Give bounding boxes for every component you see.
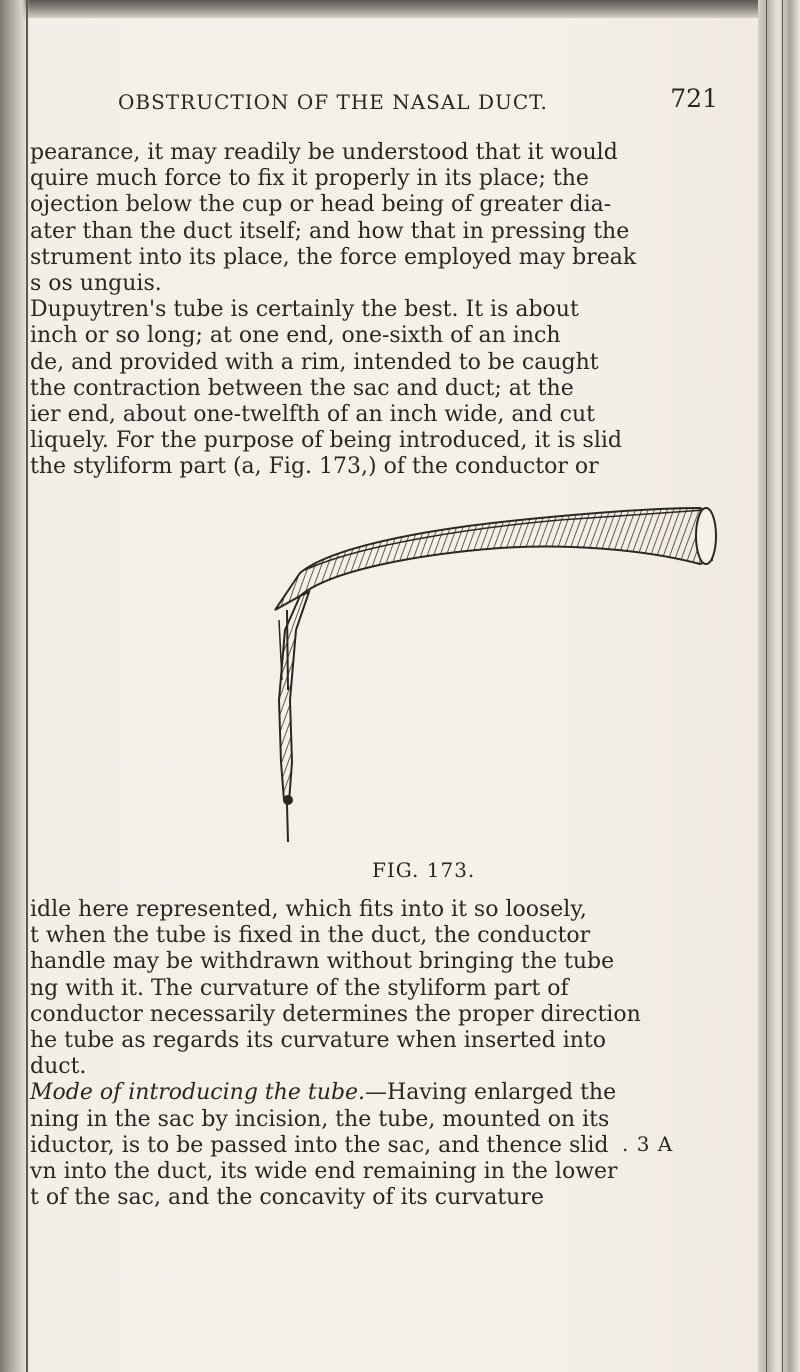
text-line: handle may be withdrawn without bringing the tube [30, 949, 615, 975]
text-line: ning in the sac by incision, the tube, mounted on its [30, 1106, 610, 1132]
text-line: de, and provided with a rim, intended to be caught [30, 349, 599, 375]
text-line: ater than the duct itself; and how that in pressing the [30, 218, 630, 244]
text-line: ier end, about one-twelfth of an inch wide, and cut [30, 402, 596, 428]
text-line: conductor necessarily determines the proper direction [30, 1001, 641, 1027]
text-line: vn into the duct, its wide end remaining in the lower [30, 1159, 618, 1185]
text-line: pearance, it may readily be understood that it would [30, 140, 618, 165]
conductor-handle [275, 508, 716, 610]
text-line: duct. [30, 1054, 87, 1080]
top-page-edge [0, 0, 800, 18]
text-line: the contraction between the sac and duct; at the [30, 375, 574, 401]
figure-173 [0, 500, 800, 860]
text-line: inch or so long; at one end, one-sixth of an inch [30, 323, 561, 349]
figure-caption-text: FIG. 173. [372, 858, 476, 882]
text-line: ng with it. The curvature of the styliform part of [30, 975, 569, 1001]
running-header [118, 84, 718, 120]
signature-mark: . 3 A [622, 1132, 674, 1156]
figure-caption [372, 858, 475, 882]
text-line: idle here represented, which fits into it so loosely, [30, 897, 587, 922]
section-heading: Mode of introducing the tube. [30, 1080, 366, 1106]
conductor-illustration [0, 500, 800, 860]
text-line: liquely. For the purpose of being introduced, it is slid [30, 428, 622, 454]
conductor-styliform-stem [279, 592, 309, 842]
text-line: ojection below the cup or head being of greater dia- [30, 192, 612, 218]
top-paragraph [30, 140, 740, 481]
text-line: Dupuytren's tube is certainly the best. It is about [30, 297, 579, 323]
bottom-paragraph [30, 897, 740, 1211]
text-line: s os unguis. [30, 271, 162, 297]
text-line: quire much force to fix it properly in its place; the [30, 166, 589, 192]
text-line: strument into its place, the force employed may break [30, 244, 637, 270]
text-line: iductor, is to be passed into the sac, and thence slid [30, 1132, 609, 1158]
section-line: —Having enlarged the [365, 1080, 617, 1106]
text-line: the styliform part (a, Fig. 173,) of the conductor or [30, 454, 599, 480]
text-line: he tube as regards its curvature when inserted into [30, 1028, 606, 1054]
section-heading-line [30, 1080, 740, 1106]
text-line: t of the sac, and the concavity of its curvature [30, 1185, 544, 1211]
text-line: t when the tube is fixed in the duct, the conductor [30, 923, 591, 949]
running-title: OBSTRUCTION OF THE NASAL DUCT. [118, 90, 548, 114]
page-number: 721 [670, 84, 718, 113]
